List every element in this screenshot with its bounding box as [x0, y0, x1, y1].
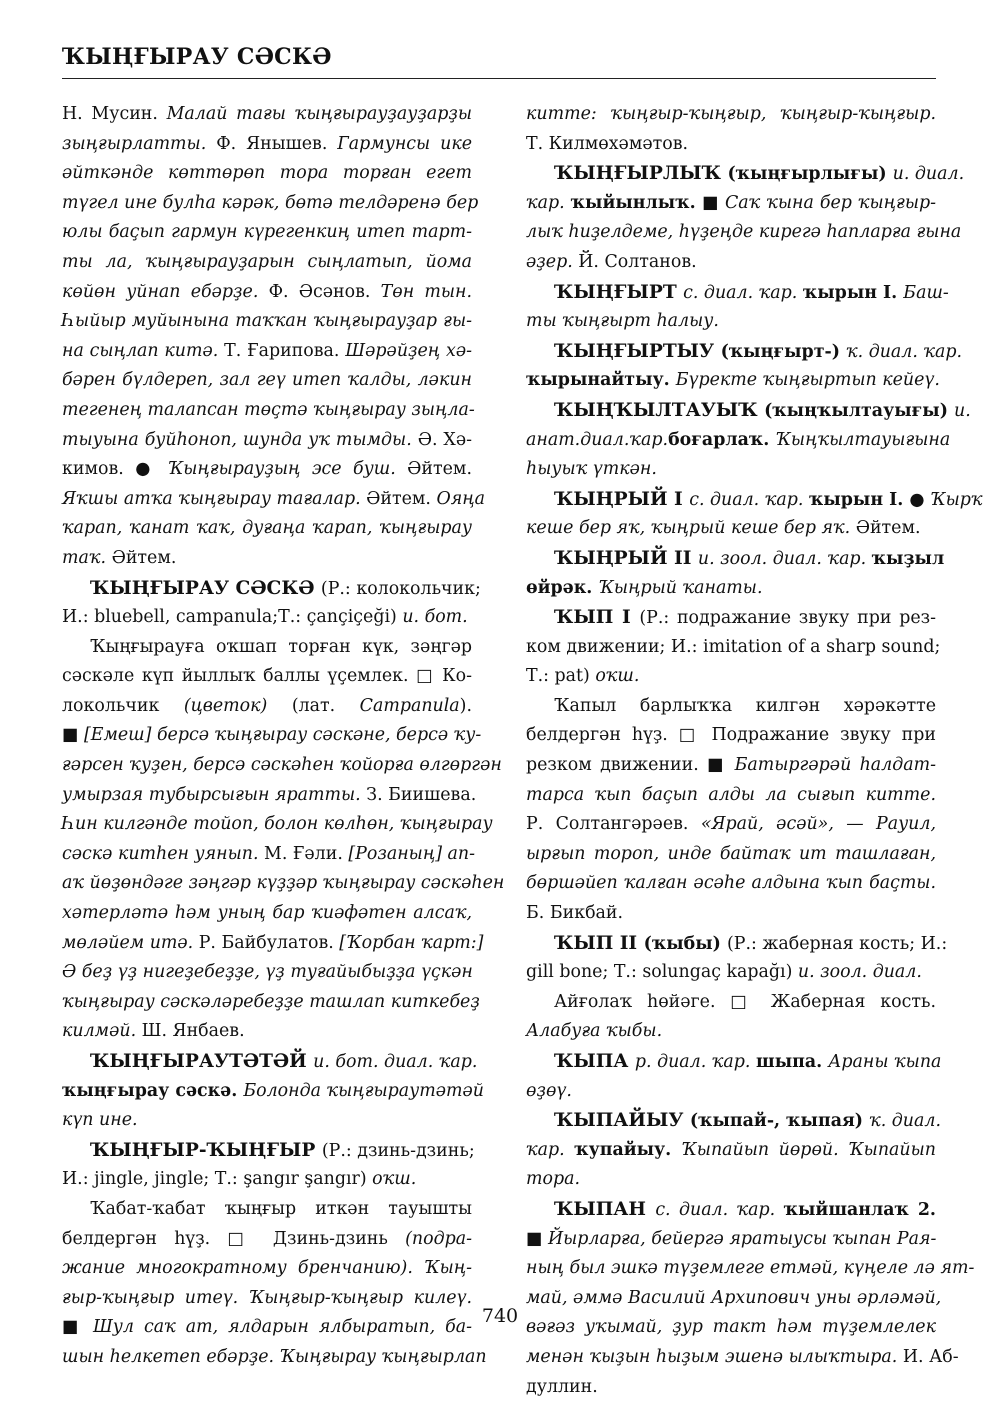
text-line [526, 692, 936, 722]
text-run: бәрен бүлдереп, зал геү итеп ҡалды, ләкин [62, 370, 472, 391]
text-line [526, 840, 936, 870]
text-line [526, 514, 936, 544]
text-line [526, 662, 936, 692]
headword: ҠЫҢҒЫРЛЫҠ [554, 163, 728, 185]
text-run: кимов. ● [62, 459, 168, 480]
text-line [62, 1047, 478, 1077]
text-run: (ҡыңғырт-) [720, 341, 846, 362]
text-run: аҡ йөҙөндәге зәңгәр күҙҙәр ҡыңғырау сәскәһен [62, 873, 505, 894]
text-line [526, 721, 936, 751]
text-run: ның был эшкә түҙемлеге етмәй, күңеле лә ят- [526, 1258, 975, 1279]
text-run: Малай тағы ҡыңғырауҙауҙарҙы [166, 104, 472, 124]
text-line [62, 544, 472, 574]
text-line [526, 633, 941, 663]
text-line [526, 159, 965, 189]
text-run: әйткәнде көттөрөп тора торған егет [62, 163, 472, 184]
text-run: Һыйыр муйынына таҡҡан ҡыңғырауҙар ғы- [62, 311, 472, 332]
text-run: ты ҡыңғырт һалыу. [526, 311, 719, 332]
text-run: (Р.: колокольчик; [320, 578, 481, 599]
text-run: бөршәйеп ҡалған әсәһе алдына ҡып баҫты. [526, 873, 936, 894]
text-run: ҡарап, ҡанат ҡаҡ, дуғаңа ҡарап, ҡыңғырау [62, 518, 472, 539]
text-run: шын һелкетеп ебәрҙе. Ҡыңғырау ҡыңғырлап [62, 1346, 487, 1367]
text-run: Шул саҡ ат, ялдарын ялбыратып, ба- [92, 1317, 472, 1338]
text-run: Төн тын. [380, 281, 472, 302]
text-run: Баш- [903, 282, 949, 303]
text-line [62, 603, 472, 633]
text-line [62, 958, 472, 988]
text-run: и. зоол. диал. [797, 962, 922, 983]
text-run: резком движении. ■ [526, 755, 735, 776]
text-run: Әйтем. [407, 459, 472, 480]
text-line [62, 899, 472, 929]
text-run: һыуыҡ үткән. [526, 459, 657, 480]
text-line [526, 337, 963, 367]
text-line [526, 1165, 936, 1195]
text-run: Шәрәйҙең хә- [345, 340, 472, 361]
headword: ҠЫҢҒЫРАУТӘТӘЙ [90, 1051, 314, 1072]
text-run: Әйтем. [111, 547, 177, 568]
text-line [526, 751, 936, 781]
text-run: М. Ғәли. [264, 843, 349, 864]
text-line [62, 869, 505, 899]
text-run: gill bone; Т.: solungaç kapağı) [526, 962, 798, 983]
text-run: анат.диал.ҡар. [526, 429, 669, 450]
text-run: көйөн уйнап ебәрҙе. [62, 281, 269, 302]
text-run: Ҡыңрый ҡанаты. [598, 577, 763, 598]
text-run: оҡш. [372, 1169, 417, 1190]
text-line [526, 810, 936, 840]
text-run: мөләйем итә. [62, 932, 199, 953]
text-run: (Р.: подражание звуку при рез- [639, 608, 937, 629]
text-run: Айғолаҡ һөйәге. □ Жаберная кость. [554, 991, 936, 1012]
text-run: ҡырынайтыу. [526, 370, 676, 391]
page-number: 740 [481, 1305, 519, 1327]
text-run: Яҡшы атҡа ҡыңғырау тағалар. [62, 488, 367, 509]
text-run: умырзая тубырсығын яратты. [62, 784, 367, 805]
running-head: ҠЫҢҒЫРАУ СӘСКӘ [62, 44, 332, 70]
text-run: килмәй. [62, 1021, 142, 1042]
text-run: сәскәле күп йыллыҡ баллы үҫемлек. □ Ко- [62, 666, 472, 687]
text-run: тегенең талапсан төҫтә ҡыңғырау зыңла- [62, 399, 475, 420]
text-line [62, 1106, 472, 1136]
text-run: кеше бер яҡ, ҡыңрый кеше бер яҡ. [526, 518, 856, 539]
text-run: Т.: pat) [526, 666, 596, 687]
text-run: ■ [702, 192, 725, 213]
text-run: Бүректе ҡыңғыртып кейеү. [675, 370, 940, 391]
text-line [62, 929, 484, 959]
text-line [526, 1136, 936, 1166]
text-run: с. диал. ҡар. [689, 489, 809, 510]
text-run: сәскә китһен уянып. [62, 843, 265, 864]
text-run: (подра- [405, 1228, 472, 1249]
text-run: Б. Бикбай. [526, 903, 624, 924]
text-line [62, 988, 480, 1018]
headword: ҠЫПАН [554, 1198, 656, 1220]
text-run: ҡ. диал. [869, 1111, 941, 1132]
text-run: ҡыңғырау сәскә. [62, 1080, 244, 1101]
headword: ҠЫПА [554, 1051, 635, 1072]
text-line [526, 396, 971, 426]
text-run: с. диал. ҡар. [655, 1199, 784, 1220]
text-line [62, 189, 479, 219]
text-run: түгел ине булһа кәрәк, бөтә телдәренә бер [62, 192, 479, 213]
text-line [62, 1343, 487, 1373]
text-line [526, 189, 936, 219]
text-line [62, 1165, 472, 1195]
text-run: жание многократному бренчанию). Ҡың- [62, 1258, 472, 1279]
text-run: Араны ҡыпа [828, 1052, 942, 1072]
text-run: Р. Солтангәрәев. [526, 814, 701, 835]
text-run: ҡыҙыл [871, 548, 945, 569]
text-run: (ҡыңғырлығы) [727, 164, 893, 185]
text-run: лыҡ һиҙелдеме, һүҙеңде кирегә һапларға ғына [526, 222, 962, 243]
text-line [62, 721, 482, 751]
text-line [526, 100, 936, 130]
headword: ҠЫҢҒЫРТЫУ [554, 340, 721, 362]
text-run: З. Биишева. [366, 784, 477, 805]
text-line [62, 337, 472, 367]
text-run: И.: jingle, jingle; Т.: şangır şangır) [62, 1169, 373, 1190]
text-run: Й. Солтанов. [578, 251, 697, 272]
text-line [62, 751, 502, 781]
text-line [526, 1047, 942, 1077]
text-run: белдергән һүҙ. □ Дзинь-дзинь [62, 1228, 406, 1249]
text-run: и. [954, 400, 971, 421]
text-line [62, 633, 472, 663]
text-line [62, 1225, 472, 1255]
text-run: ырғып тороп, инде байтаҡ ит ташлаған, [526, 843, 936, 864]
text-run: (лат. [291, 695, 360, 716]
text-line [526, 455, 936, 485]
text-line [526, 781, 936, 811]
text-run: Ф. Әсәнов. [268, 281, 381, 302]
text-line [62, 810, 493, 840]
text-line [62, 781, 477, 811]
text-run: ■ [62, 725, 84, 746]
headword: ҠЫПАЙЫУ [554, 1110, 690, 1132]
text-line [62, 159, 472, 189]
text-line [526, 899, 936, 929]
headword: ҠЫҢҒЫРАУ СӘСКӘ [90, 577, 321, 599]
text-line [62, 1077, 485, 1107]
text-run: Ҡапыл барлыҡҡа килгән хәрәкәтте [554, 695, 936, 716]
text-run: ҡар. [526, 192, 571, 213]
headword: ҠЫП I [554, 607, 640, 629]
text-run: ғыр-ҡыңғыр итеү. Ҡыңғыр-ҡыңғыр килеү. [62, 1287, 472, 1308]
text-run: Ш. Янбаев. [141, 1021, 245, 1042]
text-line [526, 869, 936, 899]
text-line [62, 1254, 472, 1284]
text-line [62, 574, 481, 604]
text-run: Ҡыңғырауға оҡшап торған күк, зәңгәр [90, 636, 472, 657]
text-run: менән ҡыҙын һыҙым эшенә ылыҡтыра. [526, 1346, 903, 1367]
text-run: Ояңа [436, 488, 486, 509]
text-run: боғарлаҡ. [668, 429, 776, 450]
text-line [526, 929, 948, 959]
text-line [526, 307, 936, 337]
text-line [62, 218, 472, 248]
text-line [62, 366, 472, 396]
text-run: с. диал. ҡар. [683, 282, 803, 303]
text-run: дуллин. [526, 1376, 598, 1397]
text-run: тора. [526, 1169, 580, 1190]
text-run: ҡыйшанлаҡ 2. [783, 1199, 936, 1220]
text-run: Ҡабат-ҡабат ҡыңғыр иткән тауышты [90, 1198, 472, 1219]
text-run: [Розаның] ап- [348, 843, 475, 864]
text-run: и. бот. диал. ҡар. [313, 1052, 478, 1072]
text-run: Саҡ ҡына бер ҡыңғыр- [724, 192, 936, 213]
text-run: вәғәз уҡымай, ҙур такт һәм түҙемлелек [526, 1317, 936, 1338]
text-run: хәтерләтә һәм уның бар ҡиәфәтен алсаҡ, [62, 903, 472, 924]
text-run: (ҡыңҡылтауығы) [764, 400, 955, 421]
text-run: Campanula [359, 695, 460, 716]
right-column [526, 100, 983, 1402]
text-line [526, 218, 962, 248]
text-line [62, 692, 472, 722]
text-line [526, 603, 936, 633]
text-line [526, 248, 936, 278]
text-run: Болонда ҡыңғыраутәтәй [243, 1080, 485, 1101]
text-line [526, 574, 936, 604]
text-run: зыңғырлатты. [62, 133, 217, 154]
text-run: (Р.: жаберная кость; И.: [726, 933, 948, 954]
text-run: р. диал. ҡар. [634, 1052, 756, 1072]
text-run: Батыргәрәй һалдат- [734, 755, 936, 776]
text-line [526, 1373, 936, 1403]
text-line [526, 988, 936, 1018]
text-run: Әйтем. [855, 518, 921, 539]
text-line [62, 1195, 472, 1225]
text-line [62, 662, 472, 692]
text-run: Р. Байбулатов. [198, 932, 340, 953]
text-run: (ҡыпай-, ҡыпая) [689, 1111, 870, 1132]
text-line [62, 100, 472, 130]
text-run: әҙер. [526, 251, 579, 272]
text-run: белдергән һүҙ. □ Подражание звуку при [526, 725, 936, 746]
text-run: тарса ҡып баҫып алды ла сығып китте. [526, 784, 936, 805]
text-run: (ҡыбы) [643, 933, 727, 954]
text-line [62, 485, 486, 515]
text-run: күп ине. [62, 1110, 138, 1131]
text-run: (Р.: дзинь-дзинь; [321, 1140, 475, 1161]
text-run: ҡар. [526, 1139, 575, 1160]
text-run: Т. Килмөхәмәтов. [526, 133, 689, 154]
text-run: и. бот. [402, 607, 468, 628]
text-run: май, әммә Василий Архипович уны әрләмәй, [526, 1287, 942, 1308]
text-run: на сыңлап китә. [62, 340, 225, 361]
text-run: ҡырын I. [808, 489, 910, 510]
text-run: Ә. Хә- [417, 429, 472, 450]
headword: ҠЫҢҒЫРТ [554, 281, 684, 303]
text-run: ты ла, ҡыңғырауҙарын сыңлатып, йома [62, 251, 472, 272]
header-rule [62, 78, 936, 79]
text-run: Йырларға, бейергә яратыусы ҡыпан Рая- [547, 1228, 937, 1249]
text-run: [Ҡорбан ҡарт:] [339, 932, 484, 953]
headword: ҠЫҢҠЫЛТАУЫҠ [554, 399, 765, 421]
text-line [62, 307, 472, 337]
text-run: «Ярай, әсәй», — Рауил, [700, 814, 936, 835]
text-line [526, 366, 940, 396]
text-run: ). [459, 695, 472, 716]
text-line [526, 1195, 936, 1225]
text-run: ҡ. диал. ҡар. [846, 341, 963, 362]
text-run: И. Аб- [902, 1346, 959, 1367]
text-run: локольчик [62, 695, 184, 716]
text-run: [Емеш] берсә ҡыңғырау сәскәне, берсә ҡу- [83, 725, 482, 746]
text-run: өйрәк. [526, 577, 599, 598]
text-run: (цветок) [183, 695, 292, 716]
text-line [62, 130, 472, 160]
text-run: шыпа. [756, 1052, 829, 1072]
headword: ҠЫҢРЫЙ II [554, 547, 698, 569]
text-run: ■ [62, 1317, 93, 1338]
text-line [526, 1225, 936, 1255]
headword: ҠЫП II [554, 932, 644, 954]
text-line [526, 958, 936, 988]
text-run: тыуына буйһоноп, шунда уҡ тымды. [62, 429, 418, 450]
text-run: юлы баҫып гармун күрегенкиң итеп тарт- [62, 222, 472, 243]
text-line [526, 1343, 959, 1373]
headword: ҠЫҢРЫЙ I [554, 488, 690, 510]
text-line [62, 396, 475, 426]
text-line [62, 840, 475, 870]
text-run: и. зоол. диал. ҡар. [697, 548, 872, 569]
text-run: Ҡыңҡылтауығына [775, 429, 951, 450]
text-line [526, 1106, 941, 1136]
text-run: ҡыйынлыҡ. [570, 192, 703, 213]
text-run: ҡырын I. [802, 282, 904, 303]
text-run: ■ [526, 1228, 548, 1249]
text-run: ҡыңғырау сәскәләребеҙҙе ташлап киткебеҙ [62, 991, 480, 1012]
text-line [62, 514, 472, 544]
text-line [62, 278, 472, 308]
headword: ҠЫҢҒЫР-ҠЫҢҒЫР [90, 1139, 322, 1161]
text-run: Алабуға ҡыбы. [526, 1021, 663, 1042]
text-run: Т. Ғарипова. [224, 340, 346, 361]
text-line [526, 278, 949, 308]
text-line [526, 1077, 936, 1107]
text-line [526, 1254, 975, 1284]
text-run: ком движении; И.: imitation of a sharp sound; [526, 636, 941, 657]
text-run: и. диал. [892, 164, 965, 185]
text-run: И.: bluebell, campanula;Т.: çançiçeği) [62, 607, 403, 628]
text-run: Ф. Янышев. [216, 133, 338, 154]
text-run: Н. Мусин. [62, 104, 167, 124]
text-line [62, 426, 472, 456]
text-line [526, 130, 936, 160]
text-run: ғәрсен ҡуҙен, берсә сәскәһен ҡойорға өлгөргән [62, 755, 502, 776]
text-line [526, 544, 945, 574]
text-run: Ә беҙ үҙ нигеҙебеҙҙе, үҙ туғайыбыҙҙа үҫкән [62, 962, 473, 983]
text-run: оҡш. [595, 666, 640, 687]
text-run: ● [909, 489, 931, 510]
text-run: Һин килгәнде тойоп, болон көлһөн, ҡыңғырау [62, 814, 493, 835]
text-line [62, 1017, 472, 1047]
text-line [526, 426, 951, 456]
text-run: таҡ. [62, 547, 112, 568]
text-run: Әйтем. [366, 488, 437, 509]
text-line [62, 248, 472, 278]
text-run: Ҡыпайып йөрөй. Ҡыпайып [681, 1139, 936, 1160]
text-line [526, 1017, 936, 1047]
text-run: ҡупайыу. [574, 1139, 682, 1160]
text-run: өҙөү. [526, 1080, 572, 1101]
text-run: Ҡыңғырауҙың эсе буш. [167, 459, 408, 480]
text-run: Ҡырҡ [930, 489, 983, 510]
text-run: Гармунсы ике [337, 133, 472, 154]
text-line [526, 485, 983, 515]
text-line [62, 1136, 475, 1166]
text-run: китте: ҡыңғыр-ҡыңғыр, ҡыңғыр-ҡыңғыр. [526, 104, 936, 124]
text-line [62, 455, 472, 485]
